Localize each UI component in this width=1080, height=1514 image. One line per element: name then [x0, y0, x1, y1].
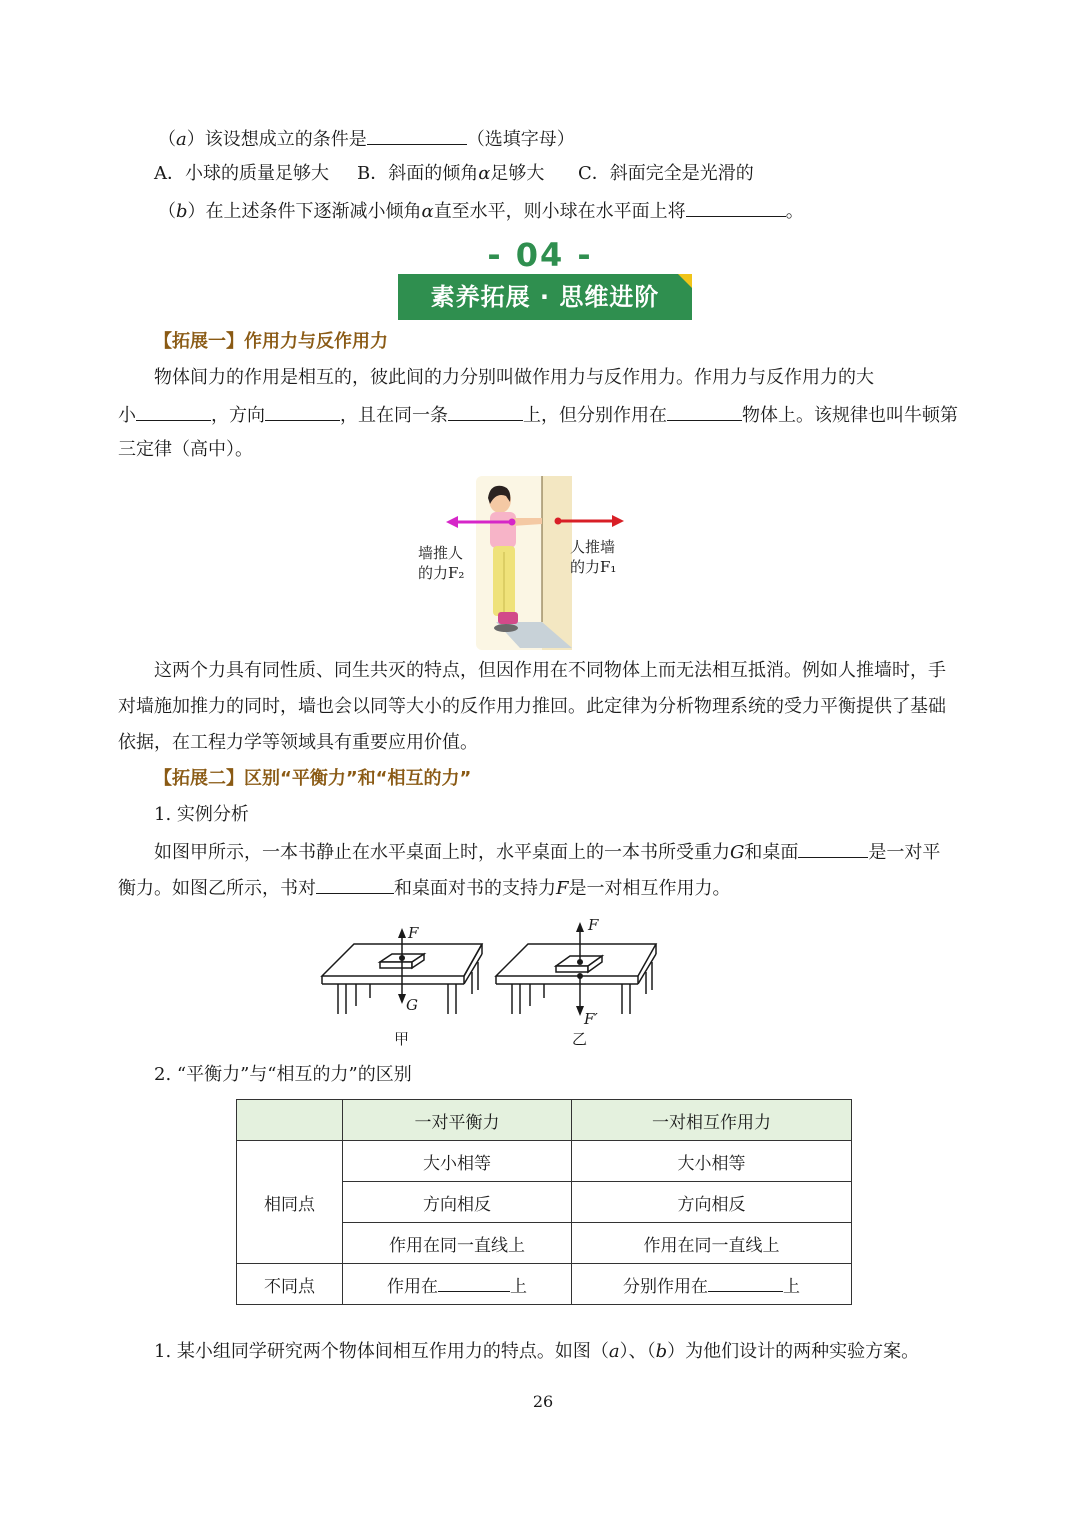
label-f-a: F	[408, 924, 419, 942]
section-banner	[398, 274, 692, 320]
answer-blank[interactable]	[798, 839, 868, 858]
ext1-para1-line2: 小 ，方向 ，且在同一条 上，但分别作用在 物体上。该规律也叫牛顿第	[118, 402, 968, 428]
answer-blank[interactable]	[708, 1273, 783, 1292]
label-g: G	[406, 996, 418, 1014]
table-cell: 方向相反	[572, 1182, 852, 1223]
ext1-heading: 【拓展一】作用力与反作用力	[154, 331, 388, 352]
force-g-arrowhead	[398, 994, 406, 1004]
force-f2-origin	[509, 519, 516, 526]
option-c: C．斜面完全是光滑的	[578, 163, 754, 184]
label-figure-b: 乙	[572, 1030, 588, 1048]
question-b: （b）在上述条件下逐渐减小倾角α直至水平，则小球在水平面上将 。	[158, 198, 968, 224]
ext1-para1-line3: 三定律（高中）。	[118, 439, 253, 460]
table-cell: 大小相等	[343, 1141, 572, 1182]
book-center-a	[399, 955, 405, 961]
answer-blank[interactable]	[367, 126, 467, 145]
table-cell: 大小相等	[572, 1141, 852, 1182]
table-cell: 作用在同一直线上	[572, 1223, 852, 1264]
table-header-empty	[237, 1100, 343, 1141]
ext2-subheading-1: 1. 实例分析	[154, 804, 249, 825]
table-cell-diff: 不同点	[237, 1264, 343, 1305]
table-row	[237, 1264, 852, 1305]
comparison-table	[236, 1099, 852, 1305]
answer-blank[interactable]	[136, 402, 211, 421]
wall	[542, 476, 572, 650]
option-b: B．斜面的倾角α足够大	[357, 163, 545, 184]
label-f-b: F	[588, 916, 599, 934]
banner-corner-decoration	[678, 274, 692, 288]
label-person-pushes-wall: 人推墙 的力F₁	[570, 538, 617, 576]
ext2-para-line2: 衡力。如图乙所示，书对 和桌面对书的支持力F是一对相互作用力。	[118, 875, 968, 901]
question-a: （a）该设想成立的条件是 （选填字母）	[158, 126, 968, 152]
book-table-figure	[316, 914, 666, 1050]
page-number: 26	[532, 1392, 554, 1411]
answer-blank[interactable]	[667, 402, 742, 421]
ext1-para2-line2: 对墙施加推力的同时，墙也会以同等大小的反作用力推回。此定律为分析物理系统的受力平衡提供了基础	[118, 696, 946, 717]
table-header-row	[237, 1100, 852, 1141]
force-f-arrowhead-b	[576, 922, 584, 932]
force-f1-arrowhead	[612, 515, 624, 527]
question-1: 1. 某小组同学研究两个物体间相互作用力的特点。如图（a）、（b）为他们设计的两种实验方案。	[154, 1341, 920, 1362]
table-header-balanced: 一对平衡力	[343, 1100, 572, 1141]
ext1-para2-line3: 依据，在工程力学等领域具有重要应用价值。	[118, 732, 478, 753]
table-cell: 作用在同一直线上	[343, 1223, 572, 1264]
table-header-mutual: 一对相互作用力	[572, 1100, 852, 1141]
force-f1-origin	[555, 518, 562, 525]
answer-blank[interactable]	[265, 402, 340, 421]
option-a: A．小球的质量足够大	[154, 163, 329, 184]
ext2-heading: 【拓展二】区别“平衡力”和“相互的力”	[154, 768, 472, 789]
ext1-para1-line1: 物体间力的作用是相互的，彼此间的力分别叫做作用力与反作用力。作用力与反作用力的大	[154, 367, 874, 388]
answer-blank[interactable]	[438, 1273, 510, 1292]
ext2-subheading-2: 2. “平衡力”与“相互的力”的区别	[154, 1064, 412, 1085]
label-f-prime: F′	[584, 1010, 598, 1028]
table-cell-same: 相同点	[237, 1141, 343, 1264]
table-cell: 方向相反	[343, 1182, 572, 1223]
section-number: - 04 -	[487, 236, 593, 274]
force-f2-arrowhead	[446, 516, 458, 528]
answer-blank[interactable]	[686, 198, 786, 217]
ext2-para-line1: 如图甲所示，一本书静止在水平桌面上时，水平桌面上的一本书所受重力G和桌面 是一对平	[154, 839, 968, 865]
table-cell: 作用在 上	[343, 1264, 572, 1305]
answer-blank[interactable]	[316, 875, 394, 894]
section-title: 素养拓展 · 思维进阶	[430, 283, 660, 311]
label-figure-a: 甲	[394, 1030, 410, 1048]
label-wall-pushes-person: 墙推人 的力F₂	[418, 544, 465, 582]
force-f-arrowhead-a	[398, 928, 406, 938]
ext1-para2-line1: 这两个力具有同性质、同生共灭的特点，但因作用在不同物体上而无法相互抵消。例如人推墙时，手	[154, 660, 946, 681]
table-b	[496, 944, 656, 1014]
table-cell: 分别作用在 上	[572, 1264, 852, 1305]
force-fprime-arrowhead	[576, 1006, 584, 1016]
table-contact-point	[577, 973, 583, 979]
table-row	[237, 1141, 852, 1182]
answer-blank[interactable]	[448, 402, 523, 421]
book-center-b	[577, 959, 583, 965]
